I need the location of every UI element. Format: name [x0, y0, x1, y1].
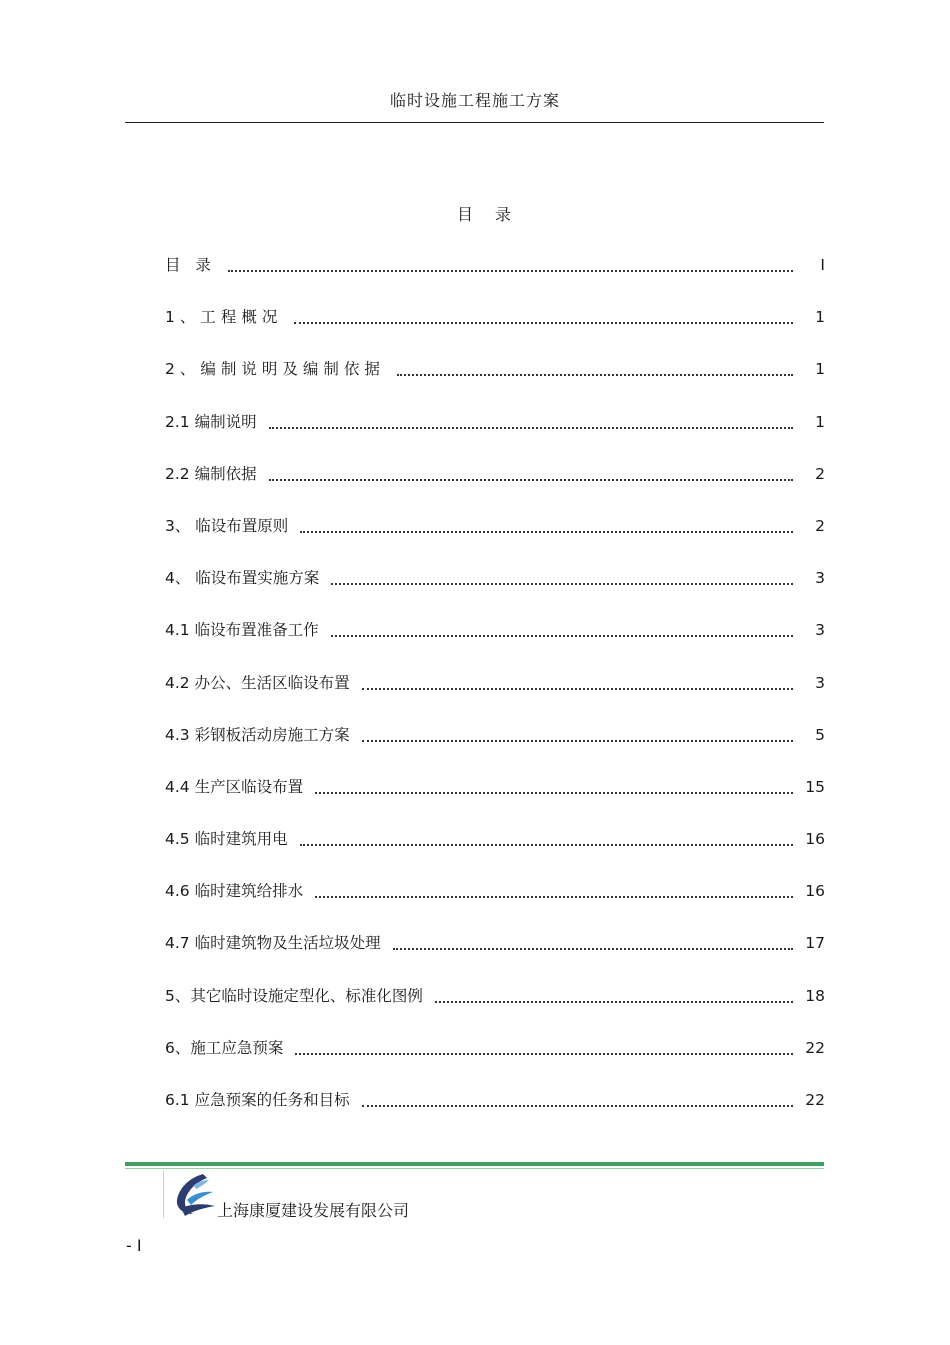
toc-leader-dots — [331, 617, 793, 637]
footer-divider — [125, 1162, 824, 1166]
toc-entry[interactable] — [165, 930, 825, 982]
toc-leader-dots — [295, 1035, 793, 1055]
toc-entry-page: 16 — [805, 830, 825, 849]
toc-leader-dots — [435, 983, 793, 1003]
toc-entry-label: 2.2 编制依据 — [165, 464, 257, 483]
toc-entry[interactable] — [165, 409, 825, 461]
toc-leader-dots — [228, 252, 793, 272]
toc-entry-label: 4.7 临时建筑物及生活垃圾处理 — [165, 934, 381, 953]
toc-entry-label: 4.1 临设布置准备工作 — [165, 621, 319, 640]
toc-entry[interactable] — [165, 304, 825, 356]
toc-leader-dots — [315, 774, 793, 794]
toc-entry-label: 4、 临设布置实施方案 — [165, 569, 320, 588]
page-number: - I — [126, 1236, 142, 1255]
toc-entry-page: 16 — [805, 882, 825, 901]
toc-entry-label: 4.4 生产区临设布置 — [165, 777, 304, 796]
toc-entry[interactable] — [165, 461, 825, 513]
toc-entry-label: 2.1 编制说明 — [165, 412, 257, 431]
toc-entry[interactable] — [165, 670, 825, 722]
toc-entry-page: 22 — [805, 1091, 825, 1109]
toc-leader-dots — [362, 670, 793, 690]
table-of-contents — [165, 252, 825, 1139]
toc-entry-page: 18 — [805, 986, 825, 1005]
toc-entry-page: 5 — [815, 725, 825, 744]
toc-entry-page: 3 — [815, 569, 825, 588]
toc-entry[interactable] — [165, 1035, 825, 1087]
company-logo-icon — [163, 1170, 217, 1218]
toc-entry-page: 3 — [815, 621, 825, 640]
toc-entry-page: 15 — [805, 777, 825, 796]
toc-entry[interactable] — [165, 356, 825, 408]
toc-entry-page: 3 — [815, 673, 825, 692]
toc-entry-page: 1 — [815, 308, 825, 327]
toc-entry-label: 4.3 彩钢板活动房施工方案 — [165, 725, 350, 744]
toc-leader-dots — [393, 930, 793, 950]
toc-leader-dots — [315, 878, 793, 898]
toc-leader-dots — [294, 304, 793, 324]
toc-entry-page: 17 — [805, 934, 825, 953]
toc-entry-page: 1 — [815, 412, 825, 431]
toc-entry[interactable] — [165, 1087, 825, 1139]
toc-entry[interactable] — [165, 878, 825, 930]
company-name: 上海康厦建设发展有限公司 — [217, 1201, 410, 1220]
toc-entry[interactable] — [165, 252, 825, 304]
toc-entry-label: 1、工程概况 — [165, 308, 283, 327]
toc-entry-page: 2 — [815, 464, 825, 483]
toc-entry[interactable] — [165, 774, 825, 826]
toc-entry-label: 4.5 临时建筑用电 — [165, 830, 288, 849]
toc-leader-dots — [331, 565, 793, 585]
toc-leader-dots — [269, 409, 793, 429]
toc-leader-dots — [397, 356, 793, 376]
toc-leader-dots — [269, 461, 793, 481]
toc-entry-page: 1 — [815, 360, 825, 379]
toc-entry-page: 22 — [805, 1038, 825, 1057]
toc-entry[interactable] — [165, 983, 825, 1035]
toc-entry[interactable] — [165, 565, 825, 617]
header-divider — [125, 122, 824, 123]
toc-entry[interactable] — [165, 513, 825, 565]
toc-entry-label: 4.2 办公、生活区临设布置 — [165, 673, 350, 692]
toc-leader-dots — [300, 826, 793, 846]
toc-leader-dots — [362, 1087, 793, 1107]
toc-entry[interactable] — [165, 722, 825, 774]
toc-entry-label: 6.1 应急预案的任务和目标 — [165, 1091, 350, 1109]
toc-entry[interactable] — [165, 617, 825, 669]
toc-entry[interactable] — [165, 826, 825, 878]
toc-entry-label: 3、 临设布置原则 — [165, 516, 289, 535]
toc-entry-page: I — [820, 256, 825, 274]
toc-entry-page: 2 — [815, 516, 825, 535]
toc-leader-dots — [362, 722, 793, 742]
toc-entry-label: 6、施工应急预案 — [165, 1038, 284, 1057]
toc-leader-dots — [300, 513, 793, 533]
toc-entry-label: 2、编制说明及编制依据 — [165, 360, 385, 379]
toc-entry-label: 目 录 — [165, 256, 216, 274]
toc-heading: 目录 — [456, 205, 533, 224]
page-header-title: 临时设施工程施工方案 — [389, 91, 560, 110]
footer-divider-thin — [125, 1168, 824, 1169]
toc-entry-label: 4.6 临时建筑给排水 — [165, 882, 304, 901]
toc-entry-label: 5、其它临时设施定型化、标准化图例 — [165, 986, 423, 1005]
